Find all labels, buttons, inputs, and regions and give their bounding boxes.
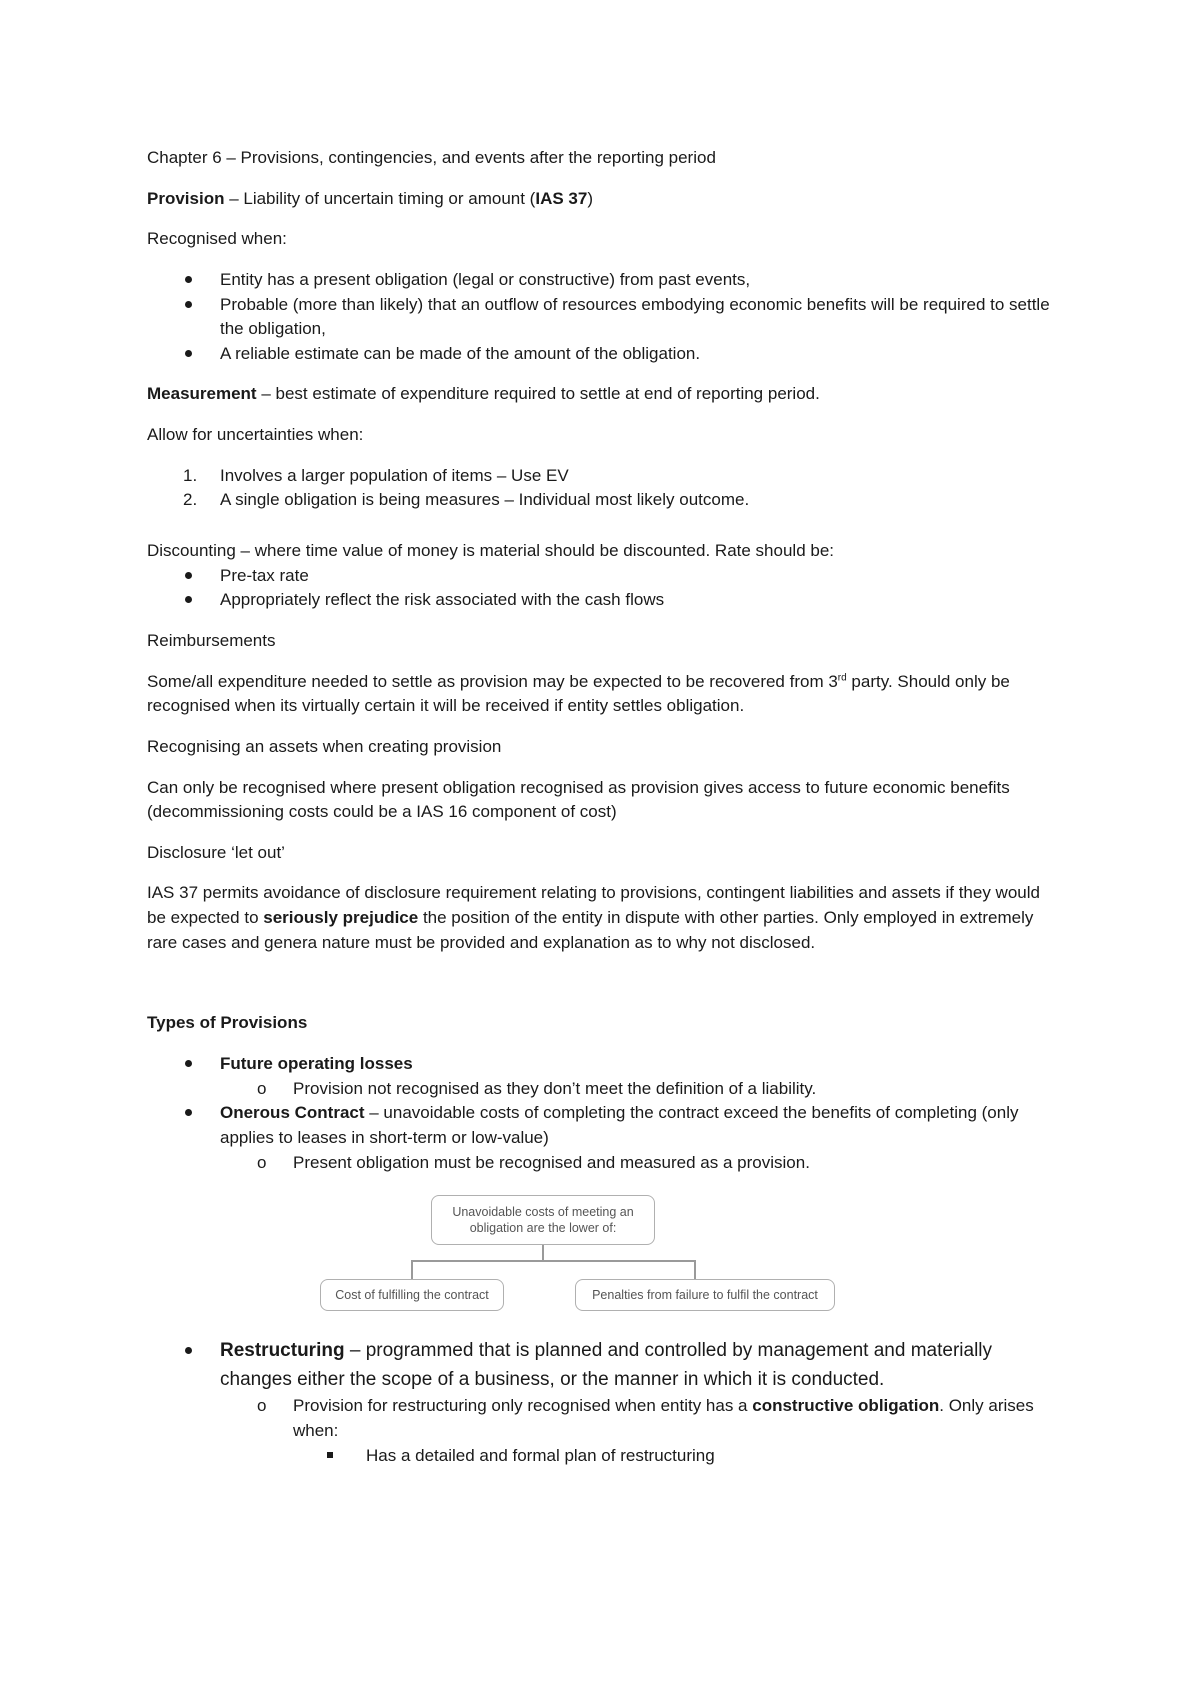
sub-sub-list-item: Has a detailed and formal plan of restructuring	[147, 1444, 1062, 1469]
list-item: 1. Involves a larger population of items – Use EV	[183, 465, 569, 485]
bullet-icon	[185, 1347, 192, 1354]
recognised-list	[147, 268, 1062, 367]
list-item: A reliable estimate can be made of the amount of the obligation.	[147, 342, 1062, 367]
diagram-connector	[694, 1260, 696, 1279]
provision-ref: IAS 37	[535, 188, 588, 208]
sub-list-item: o Provision for restructuring only recognised when entity has a constructive obligation. Only arises when:	[257, 1396, 1034, 1440]
chapter-title: Chapter 6 – Provisions, contingencies, and events after the reporting period	[147, 148, 716, 167]
bullet-icon	[185, 1109, 192, 1116]
measurement-definition	[147, 382, 1062, 407]
diagram-connector	[411, 1260, 413, 1279]
bullet-icon	[185, 301, 192, 308]
uncertainties-list	[147, 464, 1062, 513]
diagram-right-box: Penalties from failure to fulfil the contract	[575, 1279, 835, 1311]
list-item: Appropriately reflect the risk associated with the cash flows	[147, 588, 1062, 613]
bullet-icon	[185, 350, 192, 357]
disclosure-heading: Disclosure ‘let out’	[147, 842, 285, 862]
discounting-list	[147, 564, 1062, 613]
sub-list-item: o Provision not recognised as they don’t meet the definition of a liability.	[257, 1078, 817, 1098]
bullet-icon	[185, 572, 192, 579]
recognised-heading: Recognised when:	[147, 229, 287, 249]
discounting-text: Discounting – where time value of money is material should be discounted. Rate should be:	[147, 541, 834, 561]
bullet-icon	[185, 1060, 192, 1067]
list-item: Probable (more than likely) that an outflow of resources embodying economic benefits will be required to settle the obligation,	[147, 293, 1062, 342]
uncertainties-heading: Allow for uncertainties when:	[147, 425, 364, 445]
restructuring-list	[147, 1337, 1062, 1468]
list-item: Pre-tax rate	[147, 564, 1062, 589]
diagram-connector	[542, 1245, 544, 1261]
diagram-left-box: Cost of fulfilling the contract	[320, 1279, 504, 1311]
provision-text: – Liability of uncertain timing or amount (	[224, 188, 536, 208]
sub-list-item: o Present obligation must be recognised and measured as a provision.	[257, 1152, 810, 1172]
list-item: 2. A single obligation is being measures – Individual most likely outcome.	[183, 490, 750, 510]
bullet-icon	[185, 596, 192, 603]
provision-close: )	[587, 188, 593, 208]
document-body	[147, 146, 1062, 1484]
measurement-text: – best estimate of expenditure required to settle at end of reporting period.	[256, 384, 820, 404]
types-list	[147, 1052, 1062, 1175]
recognising-asset-heading: Recognising an assets when creating provision	[147, 736, 502, 756]
types-heading: Types of Provisions	[147, 1013, 308, 1033]
bullet-icon	[185, 276, 192, 283]
list-item: Entity has a present obligation (legal or constructive) from past events,	[147, 268, 1062, 293]
square-bullet-icon	[327, 1452, 333, 1458]
disclosure-text: IAS 37 permits avoidance of disclosure requirement relating to provisions, contingent liabilities and assets if they would be expected to seriously prejudice the position of the entity in dispute with other parties. Only employed in extremely rare cases and genera nature must be provided and explanation as to why not disclosed.	[147, 883, 1040, 952]
list-item: Onerous Contract – unavoidable costs of completing the contract exceed the benefits of completing (only applies to leases in short-term or low-value)	[147, 1101, 1062, 1150]
recognising-asset-text: Can only be recognised where present obligation recognised as provision gives access to future economic benefits (decommissioning costs could be a IAS 16 component of cost)	[147, 777, 1010, 822]
provision-definition	[147, 187, 1062, 212]
list-item: Restructuring – programmed that is planned and controlled by management and materially changes either the scope of a business, or the manner in which it is conducted.	[147, 1337, 1062, 1394]
diagram-top-box: Unavoidable costs of meeting an obligation are the lower of:	[431, 1195, 655, 1245]
measurement-label: Measurement	[147, 384, 257, 404]
reimbursements-text: Some/all expenditure needed to settle as provision may be expected to be recovered from 3rd party. Should only be recognised when its virtually certain it will be received if entity settles obligation.	[147, 671, 1010, 716]
onerous-contract-diagram	[147, 1195, 1062, 1325]
reimbursements-heading: Reimbursements	[147, 630, 276, 650]
list-item: Future operating losses	[147, 1052, 1062, 1077]
diagram-connector	[411, 1260, 695, 1262]
provision-label: Provision	[147, 188, 225, 208]
